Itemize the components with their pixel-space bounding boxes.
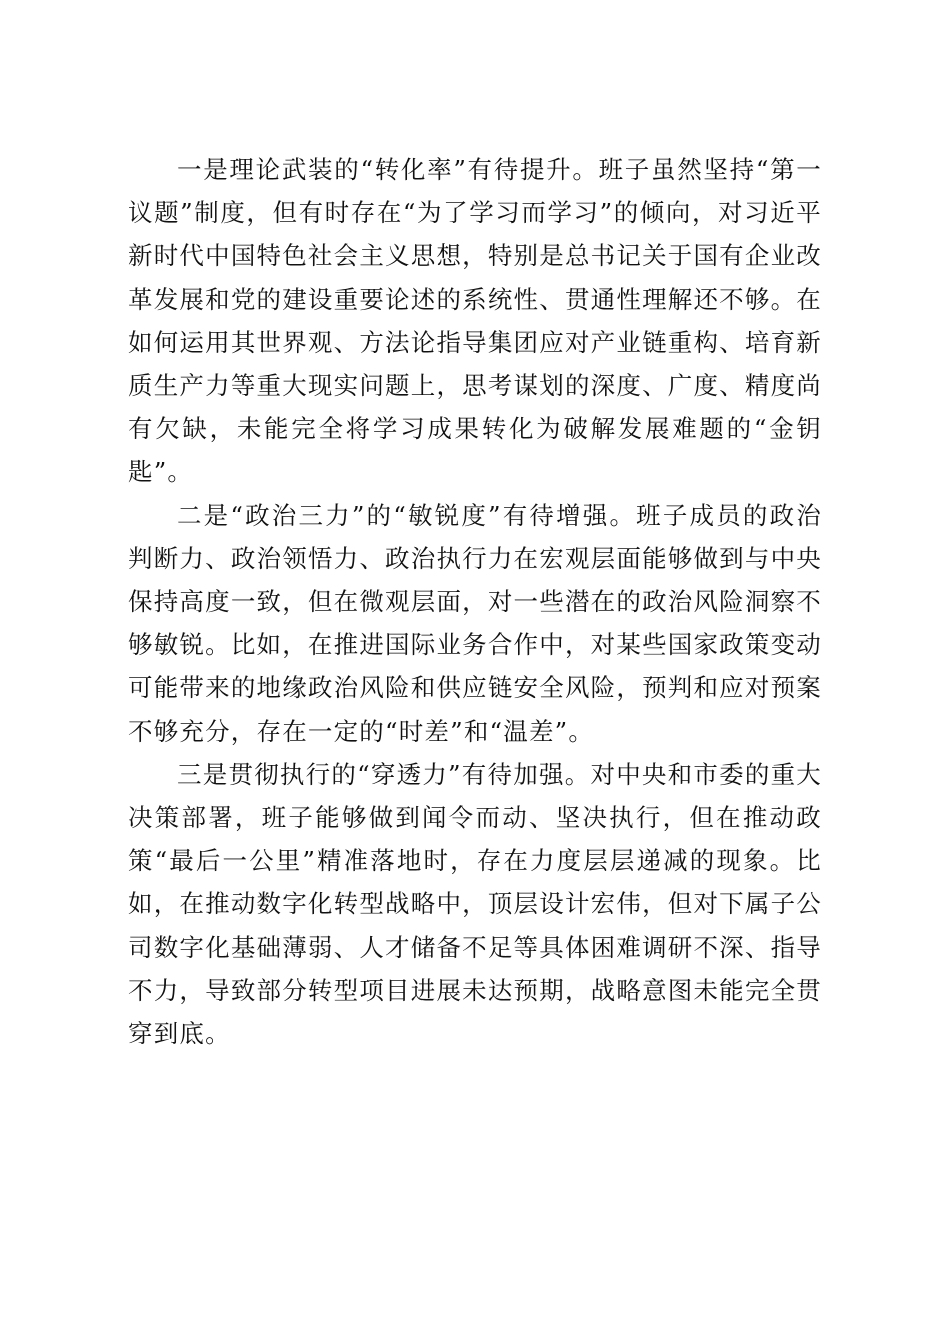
paragraph-3: 三是贯彻执行的“穿透力”有待加强。对中央和市委的重大决策部署，班子能够做到闻令而动、坚决执行，但在推动政策“最后一公里”精准落地时，存在力度层层递减的现象。比如，在推动数字化转型战略中，顶层设计宏伟，但对下属子公司数字化基础薄弱、人才储备不足等具体困难调研不深、指导不力，导致部分转型项目进展未达预期，战略意图未能完全贯穿到底。 <box>128 759 822 1049</box>
paragraph-2: 二是“政治三力”的“敏锐度”有待增强。班子成员的政治判断力、政治领悟力、政治执行力在宏观层面能够做到与中央保持高度一致，但在微观层面，对一些潜在的政治风险洞察不够敏锐。比如，在推进国际业务合作中，对某些国家政策变动可能带来的地缘政治风险和供应链安全风险，预判和应对预案不够充分，存在一定的“时差”和“温差”。 <box>128 500 822 746</box>
document-body <box>128 148 822 1055</box>
paragraph-1: 一是理论武装的“转化率”有待提升。班子虽然坚持“第一议题”制度，但有时存在“为了学习而学习”的倾向，对习近平新时代中国特色社会主义思想，特别是总书记关于国有企业改革发展和党的建设重要论述的系统性、贯通性理解还不够。在如何运用其世界观、方法论指导集团应对产业链重构、培育新质生产力等重大现实问题上，思考谋划的深度、广度、精度尚有欠缺，未能完全将学习成果转化为破解发展难题的“金钥匙”。 <box>128 155 822 487</box>
